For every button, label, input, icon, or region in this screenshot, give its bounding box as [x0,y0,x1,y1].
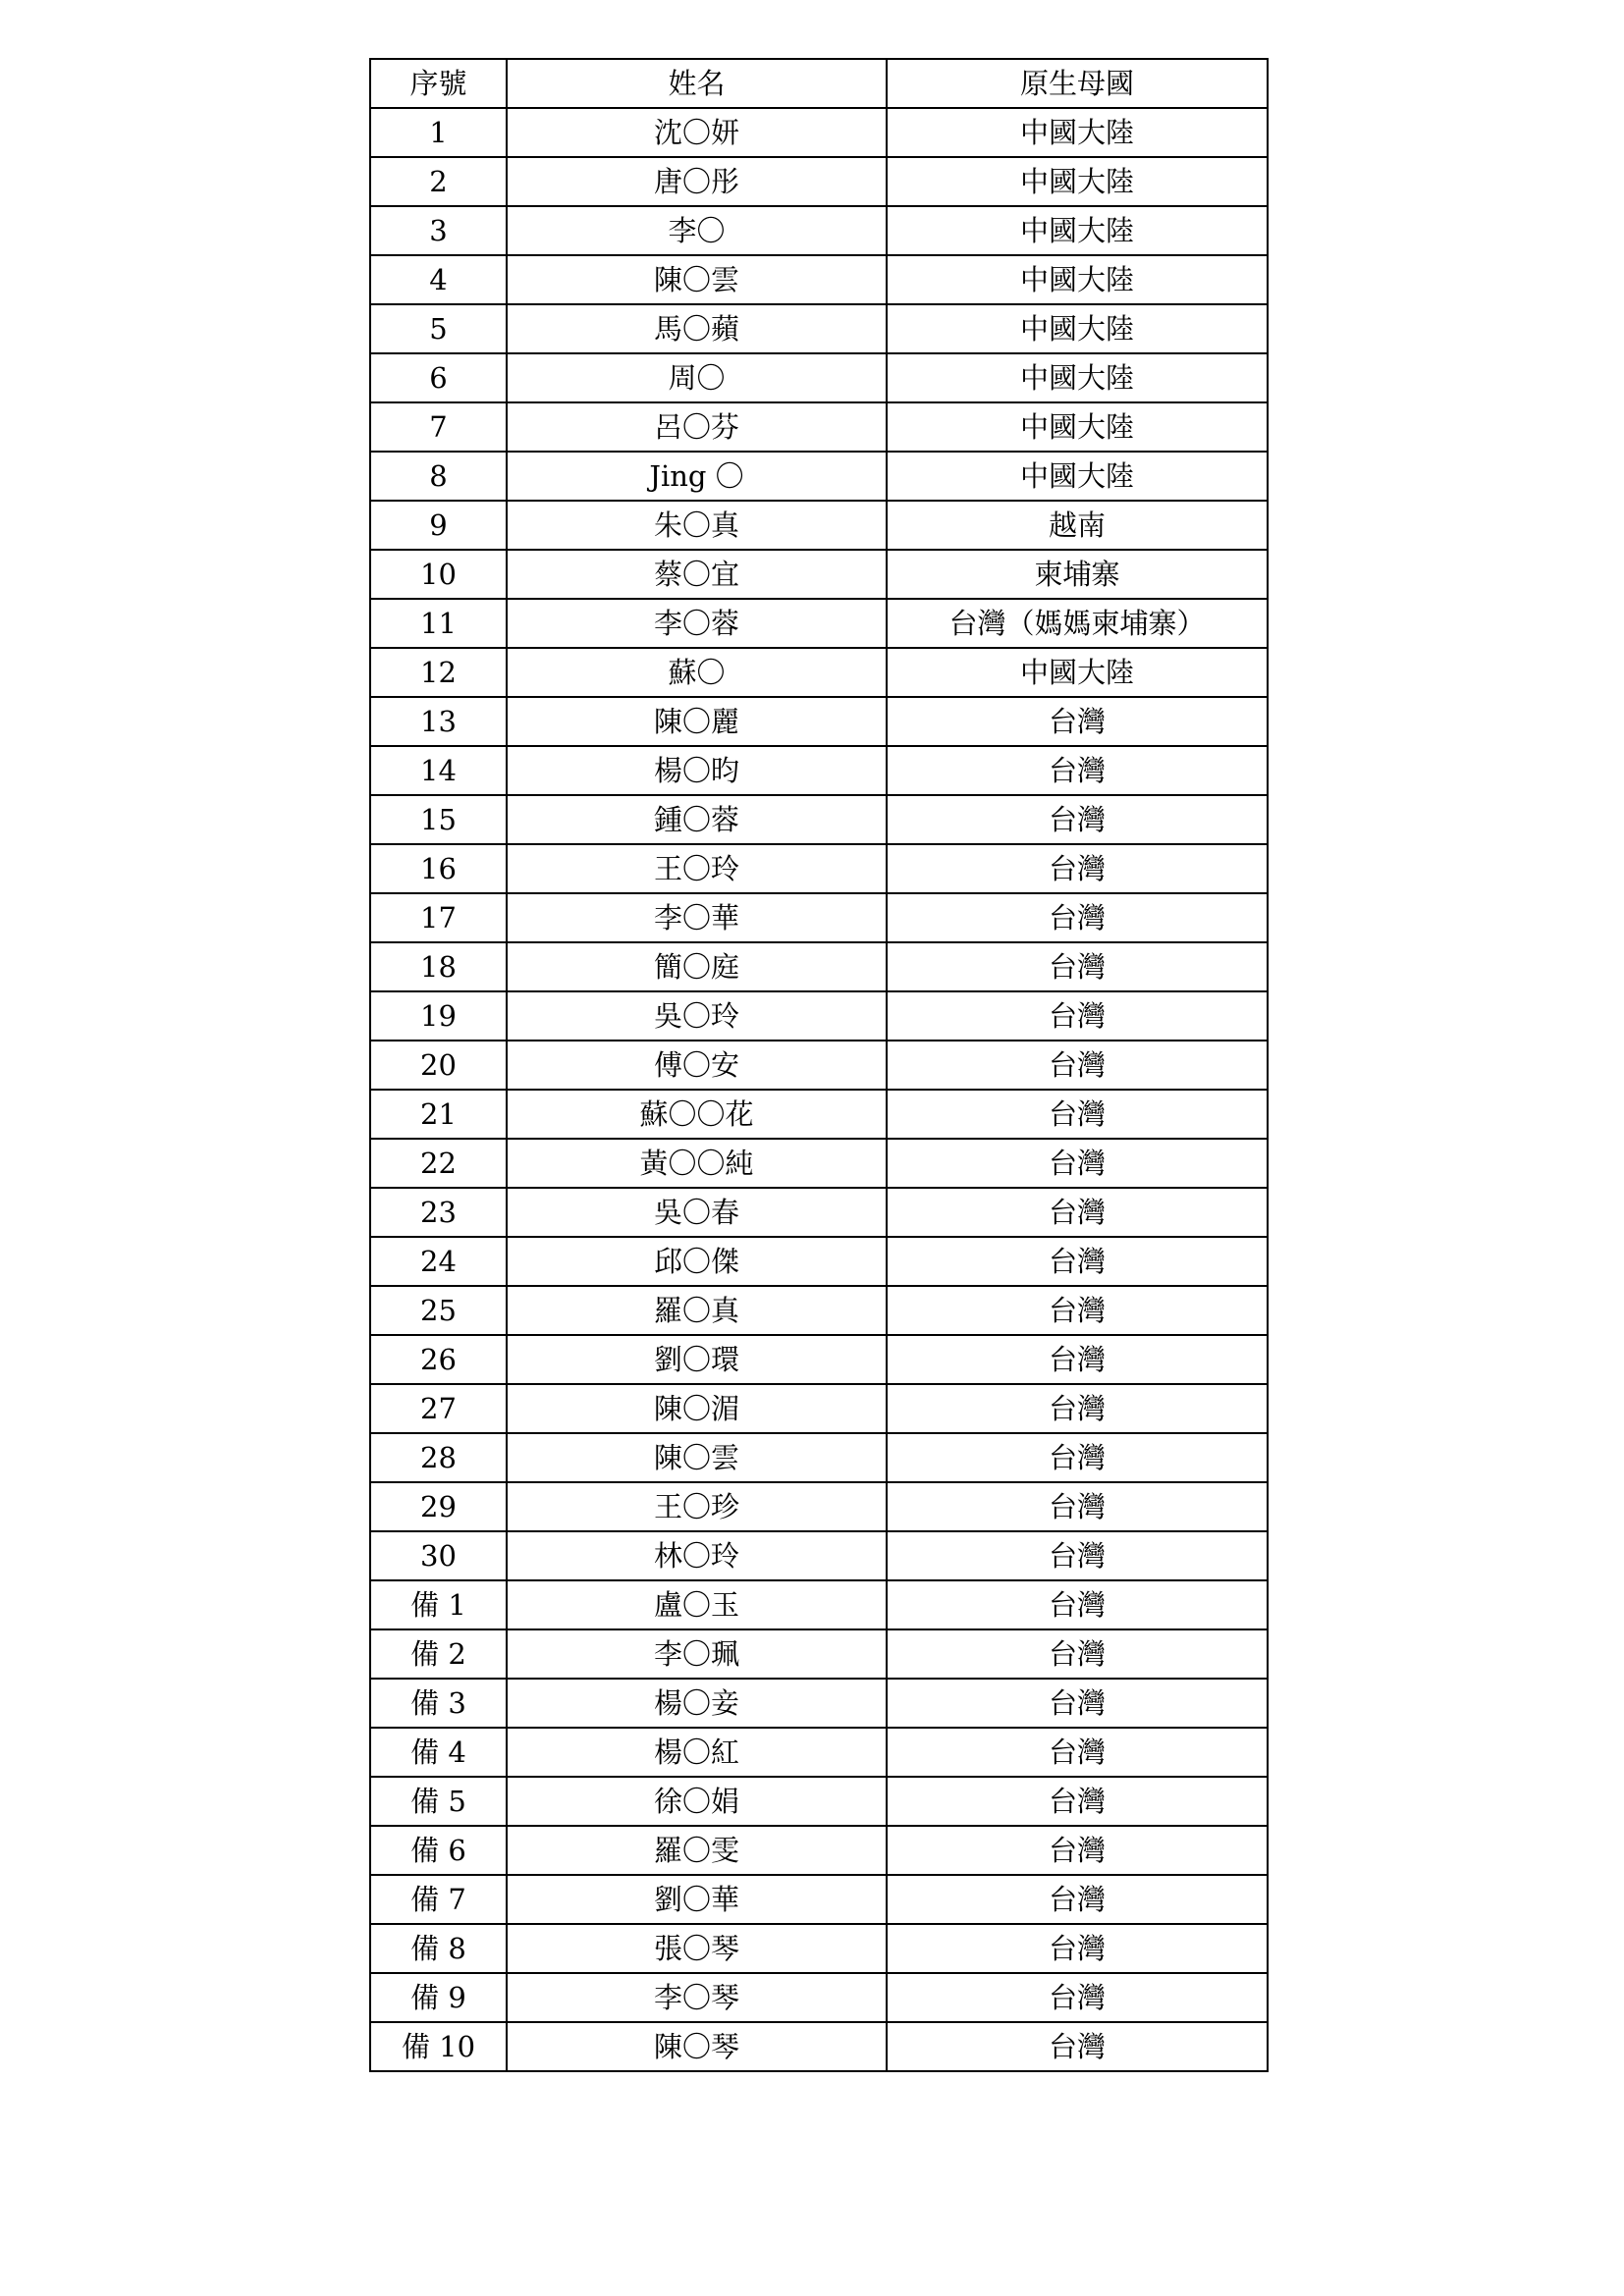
cell-name: 陳〇琴 [507,2022,887,2071]
cell-name: 吳〇玲 [507,991,887,1041]
table-header [370,59,1268,108]
cell-serial-number: 備 9 [370,1973,507,2022]
table-row [370,402,1268,452]
cell-serial-number: 15 [370,795,507,844]
cell-serial-number: 5 [370,304,507,353]
table-row [370,1629,1268,1679]
cell-name: 陳〇湄 [507,1384,887,1433]
table-row [370,1286,1268,1335]
cell-name: 劉〇環 [507,1335,887,1384]
cell-country-of-origin: 台灣 [887,1777,1268,1826]
cell-name: 蘇〇〇花 [507,1090,887,1139]
cell-name: Jing 〇 [507,452,887,501]
cell-name: 王〇珍 [507,1482,887,1531]
cell-serial-number: 8 [370,452,507,501]
cell-country-of-origin: 台灣 [887,1826,1268,1875]
cell-country-of-origin: 台灣 [887,746,1268,795]
cell-name: 楊〇昀 [507,746,887,795]
cell-name: 沈〇妍 [507,108,887,157]
cell-serial-number: 27 [370,1384,507,1433]
cell-name: 周〇 [507,353,887,402]
table-row [370,893,1268,942]
cell-country-of-origin: 中國大陸 [887,402,1268,452]
table-row [370,1041,1268,1090]
cell-name: 鍾〇蓉 [507,795,887,844]
cell-serial-number: 21 [370,1090,507,1139]
cell-serial-number: 26 [370,1335,507,1384]
table-row [370,1679,1268,1728]
cell-name: 黃〇〇純 [507,1139,887,1188]
cell-name: 劉〇華 [507,1875,887,1924]
cell-country-of-origin: 台灣 [887,1090,1268,1139]
header-country-of-origin: 原生母國 [887,59,1268,108]
cell-name: 羅〇雯 [507,1826,887,1875]
table-row [370,746,1268,795]
cell-country-of-origin: 中國大陸 [887,304,1268,353]
cell-name: 李〇琴 [507,1973,887,2022]
cell-country-of-origin: 中國大陸 [887,206,1268,255]
participant-table [369,58,1269,2072]
cell-country-of-origin: 台灣 [887,1629,1268,1679]
table-row [370,1139,1268,1188]
cell-country-of-origin: 中國大陸 [887,353,1268,402]
cell-serial-number: 備 7 [370,1875,507,1924]
table-row [370,304,1268,353]
cell-name: 李〇蓉 [507,599,887,648]
cell-country-of-origin: 台灣 [887,697,1268,746]
cell-country-of-origin: 台灣 [887,1924,1268,1973]
cell-name: 邱〇傑 [507,1237,887,1286]
cell-country-of-origin: 台灣 [887,844,1268,893]
cell-name: 吳〇春 [507,1188,887,1237]
table-row [370,1384,1268,1433]
cell-name: 李〇 [507,206,887,255]
cell-name: 李〇華 [507,893,887,942]
cell-country-of-origin: 台灣 [887,795,1268,844]
cell-country-of-origin: 越南 [887,501,1268,550]
table-row [370,1875,1268,1924]
cell-country-of-origin: 台灣 [887,1139,1268,1188]
cell-name: 傅〇安 [507,1041,887,1090]
cell-serial-number: 22 [370,1139,507,1188]
cell-country-of-origin: 台灣 [887,1384,1268,1433]
header-name: 姓名 [507,59,887,108]
table-row [370,2022,1268,2071]
table-row [370,1482,1268,1531]
table-row [370,1433,1268,1482]
cell-serial-number: 12 [370,648,507,697]
cell-serial-number: 備 10 [370,2022,507,2071]
cell-country-of-origin: 中國大陸 [887,648,1268,697]
table-row [370,1924,1268,1973]
cell-country-of-origin: 台灣 [887,2022,1268,2071]
cell-name: 陳〇麗 [507,697,887,746]
table-row [370,206,1268,255]
table-row [370,353,1268,402]
cell-serial-number: 7 [370,402,507,452]
table-row [370,844,1268,893]
cell-country-of-origin: 台灣 [887,1286,1268,1335]
cell-serial-number: 備 2 [370,1629,507,1679]
cell-name: 陳〇雲 [507,255,887,304]
cell-name: 馬〇蘋 [507,304,887,353]
cell-name: 簡〇庭 [507,942,887,991]
table-row [370,1826,1268,1875]
table-row [370,942,1268,991]
cell-country-of-origin: 台灣 [887,1875,1268,1924]
cell-serial-number: 備 6 [370,1826,507,1875]
cell-name: 張〇琴 [507,1924,887,1973]
cell-name: 蘇〇 [507,648,887,697]
cell-country-of-origin: 台灣 [887,1188,1268,1237]
cell-country-of-origin: 台灣 [887,893,1268,942]
cell-serial-number: 備 4 [370,1728,507,1777]
table-row [370,1531,1268,1580]
cell-serial-number: 備 1 [370,1580,507,1629]
cell-name: 楊〇紅 [507,1728,887,1777]
cell-serial-number: 3 [370,206,507,255]
cell-name: 蔡〇宜 [507,550,887,599]
cell-serial-number: 備 3 [370,1679,507,1728]
table-row [370,550,1268,599]
cell-serial-number: 28 [370,1433,507,1482]
cell-name: 林〇玲 [507,1531,887,1580]
cell-country-of-origin: 台灣 [887,1580,1268,1629]
cell-serial-number: 11 [370,599,507,648]
cell-serial-number: 17 [370,893,507,942]
header-row [370,59,1268,108]
table-row [370,599,1268,648]
cell-serial-number: 2 [370,157,507,206]
cell-country-of-origin: 中國大陸 [887,452,1268,501]
cell-country-of-origin: 台灣 [887,1531,1268,1580]
cell-serial-number: 備 5 [370,1777,507,1826]
cell-country-of-origin: 台灣 [887,1482,1268,1531]
cell-serial-number: 19 [370,991,507,1041]
cell-serial-number: 29 [370,1482,507,1531]
cell-country-of-origin: 台灣 [887,1237,1268,1286]
cell-serial-number: 14 [370,746,507,795]
table-row [370,1237,1268,1286]
table-row [370,501,1268,550]
header-serial-number: 序號 [370,59,507,108]
cell-name: 呂〇芬 [507,402,887,452]
table-row [370,795,1268,844]
cell-serial-number: 18 [370,942,507,991]
table-row [370,255,1268,304]
table-row [370,1188,1268,1237]
table-row [370,1335,1268,1384]
cell-country-of-origin: 台灣 [887,1041,1268,1090]
cell-serial-number: 25 [370,1286,507,1335]
cell-serial-number: 4 [370,255,507,304]
table-row [370,108,1268,157]
cell-country-of-origin: 台灣 [887,991,1268,1041]
cell-name: 盧〇玉 [507,1580,887,1629]
cell-serial-number: 備 8 [370,1924,507,1973]
cell-serial-number: 24 [370,1237,507,1286]
cell-country-of-origin: 中國大陸 [887,255,1268,304]
cell-country-of-origin: 柬埔寨 [887,550,1268,599]
cell-country-of-origin: 台灣 [887,1679,1268,1728]
table-row [370,452,1268,501]
table-row [370,157,1268,206]
cell-serial-number: 30 [370,1531,507,1580]
cell-country-of-origin: 台灣（媽媽柬埔寨） [887,599,1268,648]
table-row [370,991,1268,1041]
cell-name: 羅〇真 [507,1286,887,1335]
cell-serial-number: 1 [370,108,507,157]
cell-country-of-origin: 台灣 [887,1728,1268,1777]
cell-name: 李〇珮 [507,1629,887,1679]
cell-country-of-origin: 台灣 [887,1335,1268,1384]
cell-name: 唐〇彤 [507,157,887,206]
table-row [370,1777,1268,1826]
cell-name: 王〇玲 [507,844,887,893]
table-row [370,1973,1268,2022]
cell-name: 朱〇真 [507,501,887,550]
cell-serial-number: 23 [370,1188,507,1237]
cell-name: 陳〇雲 [507,1433,887,1482]
cell-serial-number: 9 [370,501,507,550]
table-row [370,697,1268,746]
cell-serial-number: 20 [370,1041,507,1090]
cell-country-of-origin: 台灣 [887,1433,1268,1482]
cell-country-of-origin: 中國大陸 [887,108,1268,157]
cell-serial-number: 10 [370,550,507,599]
table-row [370,1728,1268,1777]
cell-country-of-origin: 中國大陸 [887,157,1268,206]
table-row [370,648,1268,697]
cell-serial-number: 6 [370,353,507,402]
table-row [370,1090,1268,1139]
table-body [370,108,1268,2071]
cell-name: 徐〇娟 [507,1777,887,1826]
cell-country-of-origin: 台灣 [887,1973,1268,2022]
cell-name: 楊〇妾 [507,1679,887,1728]
cell-serial-number: 13 [370,697,507,746]
cell-serial-number: 16 [370,844,507,893]
table-row [370,1580,1268,1629]
cell-country-of-origin: 台灣 [887,942,1268,991]
